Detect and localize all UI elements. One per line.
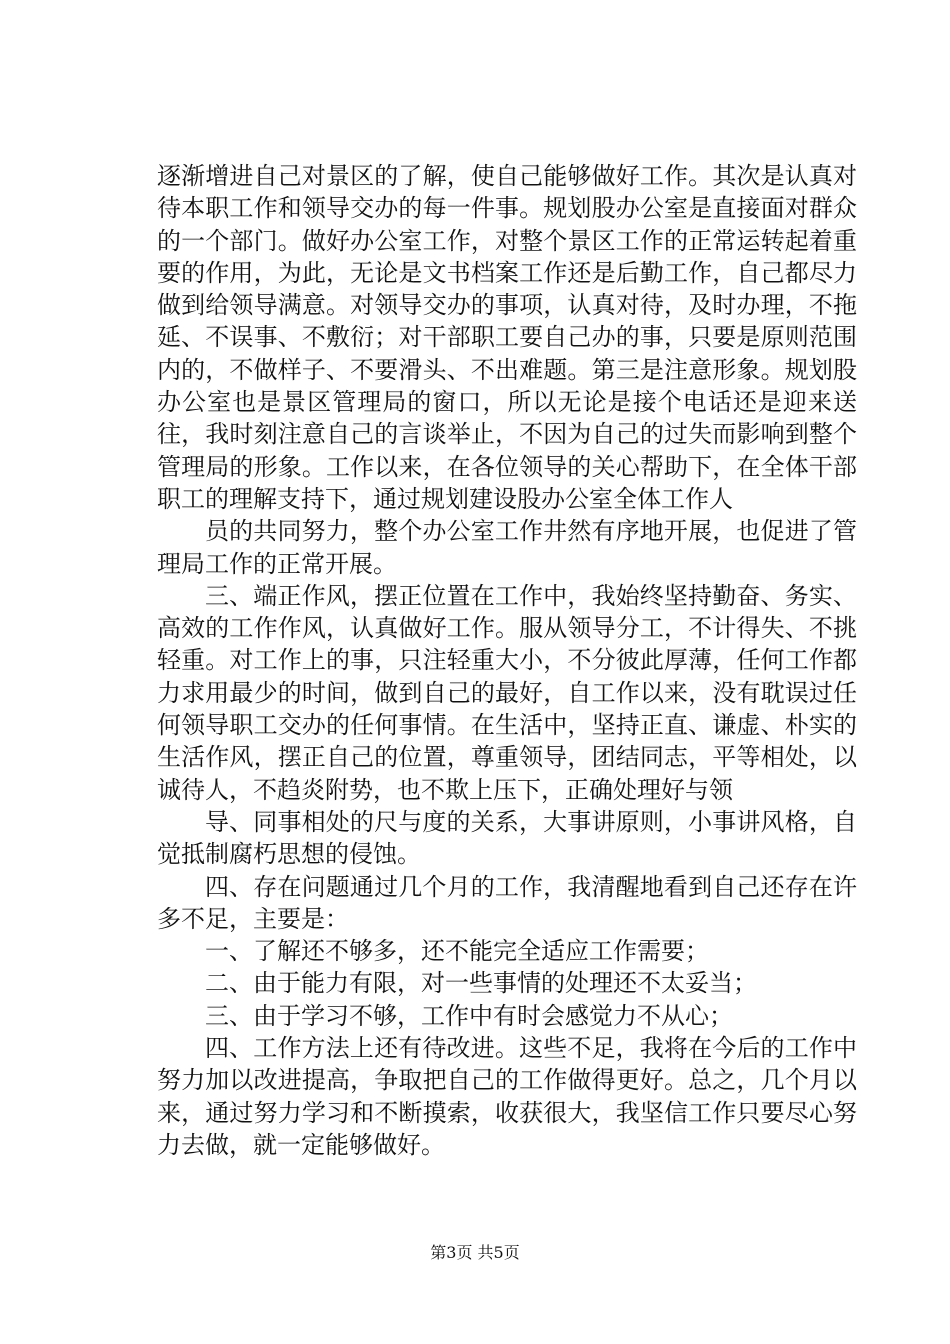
paragraph-2: 员的共同努力，整个办公室工作井然有序地开展，也促进了管理局工作的正常开展。 <box>157 517 857 578</box>
list-item-3: 三、由于学习不够，工作中有时会感觉力不从心； <box>205 1001 733 1030</box>
document-body <box>157 160 857 1161</box>
paragraph-4: 导、同事相处的尺与度的关系，大事讲原则，小事讲风格，自觉抵制腐朽思想的侵蚀。 <box>157 807 857 869</box>
page-number: 第3页 共5页 <box>430 1243 520 1262</box>
list-item-1: 一、了解还不够多，还不能完全适应工作需要； <box>205 937 709 966</box>
paragraph-5: 四、存在问题通过几个月的工作，我清醒地看到自己还存在许多不足，主要是： <box>157 872 857 933</box>
list-item-2: 二、由于能力有限，对一些事情的处理还不太妥当； <box>205 969 757 998</box>
paragraph-1: 逐渐增进自己对景区的了解，使自己能够做好工作。其次是认真对待本职工作和领导交办的每一件事。规划股办公室是直接面对群众的一个部门。做好办公室工作，对整个景区工作的正常运转起着重要的作用，为此，无论是文书档案工作还是后勤工作，自己都尽力做到给领导满意。对领导交办的事项，认真对待，及时办理，不拖延、不误事、不敷衍；对干部职工要自己办的事，只要是原则范围内的，不做样子、不要滑头、不出难题。第三是注意形象。规划股办公室也是景区管理局的窗口，所以无论是接个电话还是迎来送往，我时刻注意自己的言谈举止，不因为自己的过失而影响到整个管理局的形象。工作以来，在各位领导的关心帮助下，在全体干部职工的理解支持下，通过规划建设股办公室全体工作人 <box>157 162 857 513</box>
list-item-4: 四、工作方法上还有待改进。这些不足，我将在今后的工作中努力加以改进提高，争取把自己的工作做得更好。总之，几个月以来，通过努力学习和不断摸索，收获很大，我坚信工作只要尽心努力去做，就一定能够做好。 <box>157 1034 857 1159</box>
paragraph-3: 三、端正作风，摆正位置在工作中，我始终坚持勤奋、务实、高效的工作作风，认真做好工作。服从领导分工，不计得失、不挑轻重。对工作上的事，只注轻重大小，不分彼此厚薄，任何工作都力求用最少的时间，做到自己的最好，自工作以来，没有耽误过任何领导职工交办的任何事情。在生活中，坚持正直、谦虚、朴实的生活作风，摆正自己的位置，尊重领导，团结同志，平等相处，以诚待人，不趋炎附势，也不欺上压下，正确处理好与领 <box>157 581 857 804</box>
page-footer <box>0 1240 950 1263</box>
